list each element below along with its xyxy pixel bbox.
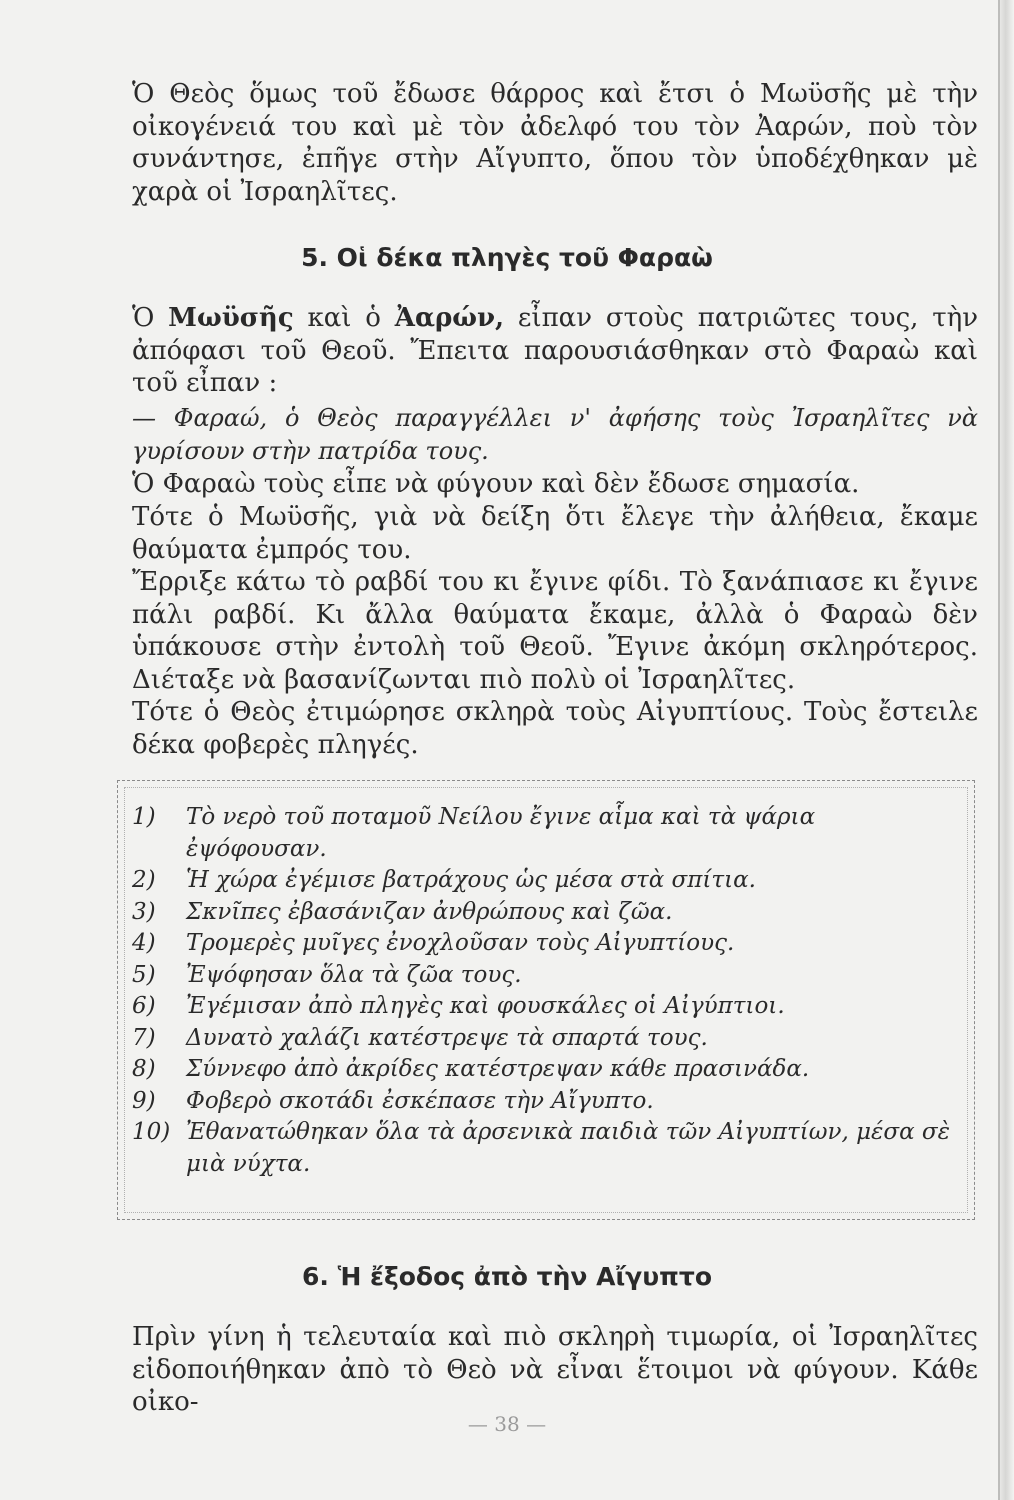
list-item-text: Σύννεφο ἀπὸ ἀκρίδες κατέστρεψαν κάθε πρασινάδα.: [186, 1056, 810, 1082]
pharaoh-quote: — Φαραώ, ὁ Θεὸς παραγγέλλει ν' ἀφήσης τοὺς Ἰσραηλῖτες νὰ γυρίσουν στὴν πατρίδα τους.: [132, 404, 978, 465]
list-item: [132, 1086, 962, 1118]
list-item: [132, 1023, 962, 1055]
list-item-text: Τὸ νερὸ τοῦ ποταμοῦ Νείλου ἔγινε αἷμα καὶ τὰ ψάρια ἐψόφουσαν.: [186, 804, 816, 862]
list-item: [132, 865, 962, 897]
list-item-number: 6): [132, 993, 156, 1019]
list-item-number: 1): [132, 804, 156, 830]
list-item-text: Ἡ χώρα ἐγέμισε βατράχους ὡς μέσα στὰ σπίτια.: [186, 867, 756, 893]
list-item: [132, 802, 962, 865]
list-item-text: Δυνατὸ χαλάζι κατέστρεψε τὰ σπαρτά τους.: [186, 1024, 708, 1051]
p1-mid: καὶ ὁ: [293, 303, 395, 333]
list-item-number: 9): [132, 1087, 156, 1114]
list-item-number: 5): [132, 961, 156, 988]
p1-rest: εἶπαν στοὺς πατριῶτες τους, τὴν ἀπόφασι τοῦ Θεοῦ. Ἔπειτα παρουσιάσθηκαν στὸ Φαραὼ καὶ τοῦ εἶπαν :: [132, 303, 979, 398]
list-item-text: Ἐψόφησαν ὅλα τὰ ζῶα τους.: [186, 961, 522, 988]
section-5-paragraph-3: Τότε ὁ Μωϋσῆς, γιὰ νὰ δείξη ὅτι ἔλεγε τὴν ἀλήθεια, ἔκαμε θαύματα ἐμπρός του.: [132, 502, 978, 565]
section-5-paragraph-5: Τότε ὁ Θεὸς ἐτιμώρησε σκληρὰ τοὺς Αἰγυπτίους. Τοὺς ἔστειλε δέκα φοβερὲς πληγές.: [132, 697, 978, 760]
section-6-paragraph-1: Πρὶν γίνη ἡ τελευταία καὶ πιὸ σκληρὴ τιμωρία, οἱ Ἰσραηλῖτες εἰδοποιήθηκαν ἀπὸ τὸ Θεὸ νὰ εἶναι ἕτοιμοι νὰ φύγουν. Κάθε οἰκο-: [132, 1322, 978, 1417]
name-aaron: Ἀαρών,: [394, 303, 505, 333]
p1-start: Ὁ: [132, 303, 169, 333]
list-item: [132, 960, 962, 992]
list-item-text: Ἐθανατώθηκαν ὅλα τὰ ἀρσενικὰ παιδιὰ τῶν Αἰγυπτίων, μέσα σὲ μιὰ νύχτα.: [186, 1119, 950, 1177]
list-item-text: Τρομερὲς μυῖγες ἐνοχλοῦσαν τοὺς Αἰγυπτίους.: [186, 930, 735, 956]
list-item-number: 3): [132, 898, 156, 925]
section-5-paragraph-1: [132, 302, 978, 400]
list-item: [132, 897, 962, 929]
page-number: — 38 —: [467, 1412, 547, 1436]
list-item: [132, 991, 962, 1023]
name-moses: Μωϋσῆς: [168, 303, 294, 333]
list-item: [132, 928, 962, 960]
list-item-number: 4): [132, 930, 156, 956]
list-item-number: 8): [132, 1056, 156, 1082]
section-5-paragraph-4: Ἔρριξε κάτω τὸ ραβδί του κι ἔγινε φίδι. Τὸ ξανάπιασε κι ἔγινε πάλι ραβδί. Κι ἄλλα θαύματα ἔκαμε, ἀλλὰ ὁ Φαραὼ δὲν ὑπάκουσε στὴν ἐντολὴ τοῦ Θεοῦ. Ἔγινε ἀκόμη σκληρότερος. Διέταξε νὰ βασανίζωνται πιὸ πολὺ οἱ Ἰσραηλῖτες.: [132, 567, 978, 695]
list-item-text: Ἐγέμισαν ἀπὸ πληγὲς καὶ φουσκάλες οἱ Αἰγύπτιοι.: [186, 993, 785, 1019]
list-item: [132, 1117, 962, 1180]
plagues-list: [132, 802, 962, 1180]
list-item-text: Φοβερὸ σκοτάδι ἐσκέπασε τὴν Αἴγυπτο.: [186, 1087, 654, 1114]
list-item-number: 10): [132, 1119, 171, 1145]
section-5-heading: 5. Οἱ δέκα πληγὲς τοῦ Φαραὼ: [301, 243, 713, 272]
section-5-paragraph-2: Ὁ Φαραὼ τοὺς εἶπε νὰ φύγουν καὶ δὲν ἔδωσε σημασία.: [132, 469, 860, 499]
intro-paragraph: Ὁ Θεὸς ὅμως τοῦ ἔδωσε θάρρος καὶ ἔτσι ὁ Μωϋσῆς μὲ τὴν οἰκογένειά του καὶ μὲ τὸν ἀδελφό του τὸν Ἀαρών, ποὺ τὸν συνάντησε, ἐπῆγε στὴν Αἴγυπτο, ὅπου τὸν ὑποδέχθηκαν μὲ χαρὰ οἱ Ἰσραηλῖτες.: [132, 79, 978, 207]
list-item-number: 2): [132, 867, 156, 893]
list-item-number: 7): [132, 1024, 156, 1051]
section-6-heading: 6. Ἡ ἔξοδος ἀπὸ τὴν Αἴγυπτο: [301, 1262, 713, 1291]
list-item: [132, 1054, 962, 1086]
list-item-text: Σκνῖπες ἐβασάνιζαν ἀνθρώπους καὶ ζῶα.: [186, 898, 673, 925]
